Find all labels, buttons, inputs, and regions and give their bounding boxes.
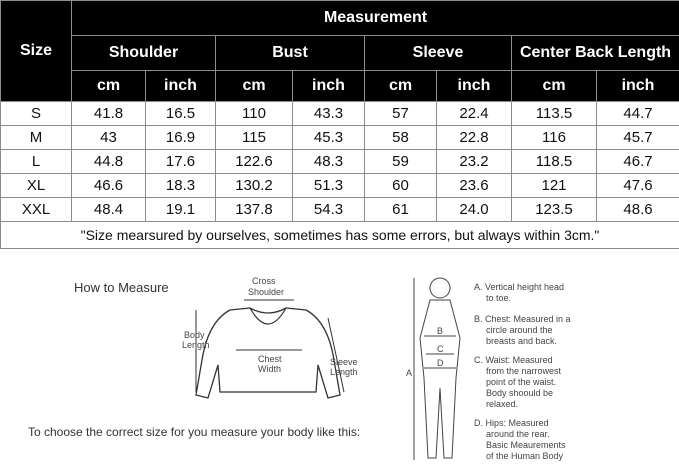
figure-head: [430, 278, 450, 298]
unit-header: inch: [437, 71, 512, 102]
table-row: [1, 150, 679, 174]
note-line: breasts and back.: [474, 336, 654, 347]
group-shoulder: Shoulder: [72, 36, 216, 71]
unit-header: cm: [216, 71, 293, 102]
table-cell: 137.8: [216, 198, 293, 222]
note-line: B. Chest: Measured in a: [474, 314, 654, 325]
group-center-back-length: Center Back Length: [512, 36, 679, 71]
table-row: [1, 126, 679, 150]
table-cell: 19.1: [146, 198, 216, 222]
table-cell: 123.5: [512, 198, 597, 222]
table-cell: 44.8: [72, 150, 146, 174]
unit-header: cm: [365, 71, 437, 102]
table-cell: 16.5: [146, 102, 216, 126]
row-size-label: L: [1, 150, 72, 174]
table-cell: 121: [512, 174, 597, 198]
measurement-note: "Size mearsured by ourselves, sometimes has some errors, but always within 3cm.": [1, 222, 679, 249]
unit-header: inch: [597, 71, 679, 102]
table-cell: 48.6: [597, 198, 679, 222]
table-cell: 46.6: [72, 174, 146, 198]
table-cell: 45.7: [597, 126, 679, 150]
figure-body: [420, 300, 460, 458]
figure-letter-b: B: [437, 326, 443, 336]
row-size-label: XXL: [1, 198, 72, 222]
table-cell: 44.7: [597, 102, 679, 126]
group-sleeve: Sleeve: [365, 36, 512, 71]
table-row: [1, 198, 679, 222]
table-cell: 41.8: [72, 102, 146, 126]
table-row: [1, 174, 679, 198]
note-line: to toe.: [474, 293, 654, 304]
note-line: from the narrowest: [474, 366, 654, 377]
unit-header: cm: [72, 71, 146, 102]
figure-letter-a: A: [406, 368, 412, 378]
measure-instruction: To choose the correct size for you measure your body like this:: [28, 425, 360, 439]
how-to-measure-section: [0, 262, 679, 469]
note-line: Body shoould be: [474, 388, 654, 399]
label-body-length: Length: [182, 340, 210, 350]
label-sleeve-length: Length: [330, 367, 358, 377]
measurement-note-item: [474, 282, 654, 304]
table-cell: 47.6: [597, 174, 679, 198]
table-cell: 115: [216, 126, 293, 150]
table-cell: 17.6: [146, 150, 216, 174]
table-cell: 43: [72, 126, 146, 150]
note-line: Basic Meaurements: [474, 440, 654, 451]
note-line: point of the waist.: [474, 377, 654, 388]
sleeve-length-line: [328, 318, 344, 392]
unit-header: cm: [512, 71, 597, 102]
table-cell: 110: [216, 102, 293, 126]
table-cell: 45.3: [293, 126, 365, 150]
garment-diagram: [178, 270, 378, 420]
table-cell: 130.2: [216, 174, 293, 198]
note-line: C. Waist: Measured: [474, 355, 654, 366]
table-cell: 113.5: [512, 102, 597, 126]
table-cell: 57: [365, 102, 437, 126]
table-cell: 59: [365, 150, 437, 174]
table-cell: 60: [365, 174, 437, 198]
label-chest: Chest: [258, 354, 282, 364]
note-line: circle around the: [474, 325, 654, 336]
measurement-note-item: [474, 355, 654, 410]
table-cell: 46.7: [597, 150, 679, 174]
table-cell: 51.3: [293, 174, 365, 198]
label-sleeve: Sleeve: [330, 357, 358, 367]
table-cell: 122.6: [216, 150, 293, 174]
row-size-label: XL: [1, 174, 72, 198]
table-cell: 23.6: [437, 174, 512, 198]
table-cell: 54.3: [293, 198, 365, 222]
unit-header: inch: [146, 71, 216, 102]
garment-outline: [196, 308, 340, 398]
table-cell: 61: [365, 198, 437, 222]
figure-letter-d: D: [437, 358, 444, 368]
table-cell: 22.4: [437, 102, 512, 126]
table-cell: 18.3: [146, 174, 216, 198]
label-shoulder: Shoulder: [248, 287, 284, 297]
how-to-measure-heading: How to Measure: [74, 280, 169, 295]
measurement-notes: [474, 282, 654, 470]
table-cell: 116: [512, 126, 597, 150]
note-line: D. Hips: Measured: [474, 418, 654, 429]
label-cross: Cross: [252, 276, 276, 286]
row-size-label: S: [1, 102, 72, 126]
table-cell: 23.2: [437, 150, 512, 174]
table-cell: 24.0: [437, 198, 512, 222]
table-cell: 48.4: [72, 198, 146, 222]
label-body: Body: [184, 330, 205, 340]
note-line: of the Human Body: [474, 451, 654, 462]
note-line: around the rear.: [474, 429, 654, 440]
measurement-note-item: [474, 314, 654, 347]
measurement-note-item: [474, 418, 654, 462]
measurement-title: Measurement: [72, 1, 679, 36]
note-line: relaxed.: [474, 399, 654, 410]
row-size-label: M: [1, 126, 72, 150]
table-cell: 16.9: [146, 126, 216, 150]
note-line: A. Vertical height head: [474, 282, 654, 293]
figure-letter-c: C: [437, 344, 444, 354]
table-cell: 43.3: [293, 102, 365, 126]
group-bust: Bust: [216, 36, 365, 71]
size-header: Size: [1, 1, 72, 102]
unit-header: inch: [293, 71, 365, 102]
table-cell: 48.3: [293, 150, 365, 174]
table-cell: 118.5: [512, 150, 597, 174]
label-width: Width: [258, 364, 281, 374]
table-row: [1, 102, 679, 126]
table-cell: 22.8: [437, 126, 512, 150]
body-figure: [400, 268, 480, 468]
table-cell: 58: [365, 126, 437, 150]
